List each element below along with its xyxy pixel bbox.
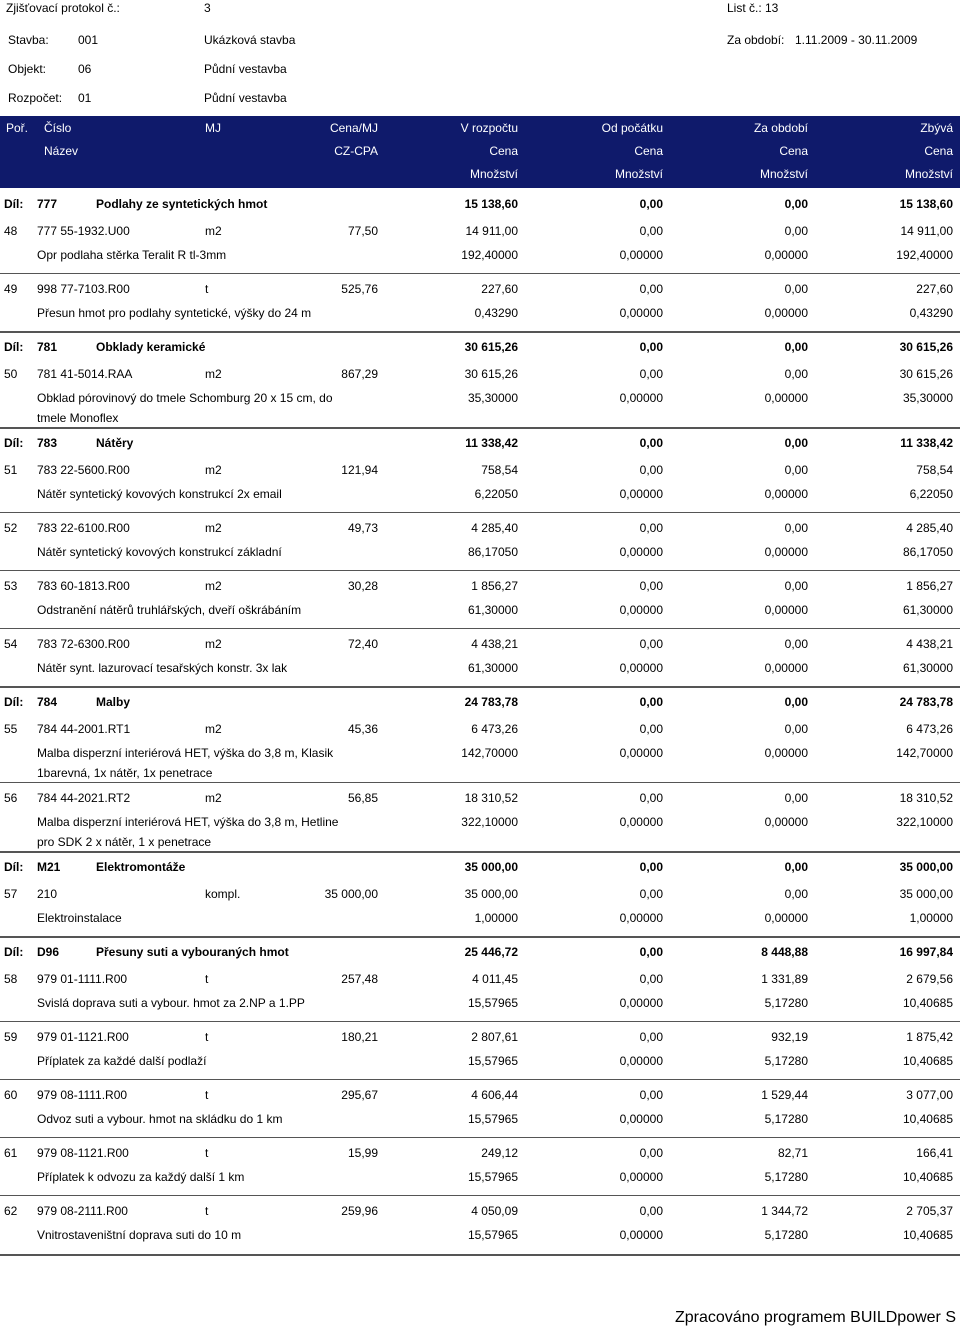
item-cena-3: 18 310,52 [899,791,953,805]
list-number: List č.: 13 [727,1,779,15]
table-row [0,455,960,512]
item-mj: m2 [205,579,222,593]
dil-total-2: 8 448,88 [761,945,808,959]
dil-total-1: 0,00 [639,340,663,354]
item-cena-3: 2 679,56 [906,972,953,986]
item-mnozstvi-3: 1,00000 [909,911,953,925]
dil-total-1: 0,00 [639,197,663,211]
item-cena-0: 249,12 [481,1146,518,1160]
item-cena-mj: 257,48 [341,972,378,986]
item-mj: t [205,282,209,296]
item-cena-mj: 77,50 [347,224,378,238]
document-meta [0,0,960,116]
table-header [0,116,960,188]
item-cena-3: 6 473,26 [906,722,953,736]
item-cena-0: 14 911,00 [465,224,518,238]
dil-label: Díl: [4,860,24,874]
item-cena-mj: 15,99 [347,1146,378,1160]
item-cena-1: 0,00 [639,972,663,986]
dil-code: 777 [37,197,58,211]
item-cena-1: 0,00 [639,722,663,736]
item-nazev: Příplatek za každé další podlaží [37,1054,207,1068]
item-mnozstvi-0: 322,10000 [461,815,518,829]
item-mnozstvi-0: 15,57965 [467,1054,518,1068]
item-mnozstvi-2: 0,00000 [764,391,808,405]
item-mj: t [205,1204,209,1218]
item-cena-3: 35 000,00 [899,887,953,901]
item-cena-2: 0,00 [784,722,808,736]
item-mnozstvi-3: 35,30000 [902,391,953,405]
item-mnozstvi-0: 15,57965 [467,996,518,1010]
item-mnozstvi-1: 0,00000 [619,746,663,760]
item-mnozstvi-3: 10,40685 [902,1228,953,1242]
col-header-cz-cpa: CZ-CPA [334,144,378,158]
rozpocet-label: Rozpočet: [8,91,63,105]
item-cena-0: 4 438,21 [471,637,518,651]
item-cislo: 783 60-1813.R00 [37,579,130,593]
item-mnozstvi-0: 1,00000 [474,911,518,925]
item-cena-3: 227,60 [916,282,953,296]
item-cena-3: 3 077,00 [906,1088,953,1102]
item-cena-mj: 56,85 [347,791,378,805]
dil-total-3: 30 615,26 [899,340,953,354]
dil-row [0,331,960,359]
item-cislo: 784 44-2021.RT2 [37,791,131,805]
item-mnozstvi-3: 0,43290 [909,306,953,320]
item-nazev: Malba disperzní interiérová HET, výška do 3,8 m, Klasik 1barevná, 1x nátěr, 1x penetrace [37,746,334,780]
item-mnozstvi-2: 0,00000 [764,911,808,925]
item-nazev: Nátěr syntetický kovových konstrukcí 2x email [37,487,282,501]
item-mj: t [205,972,209,986]
item-cena-1: 0,00 [639,887,663,901]
item-mnozstvi-1: 0,00000 [619,661,663,675]
item-cislo: 783 72-6300.R00 [37,637,130,651]
table-row [0,1137,960,1195]
item-cena-1: 0,00 [639,463,663,477]
dil-total-1: 0,00 [639,945,663,959]
item-nazev: Příplatek k odvozu za každý další 1 km [37,1170,245,1184]
dil-total-3: 15 138,60 [899,197,953,211]
item-cena-0: 35 000,00 [464,887,518,901]
item-mnozstvi-2: 5,17280 [764,1228,808,1242]
item-mnozstvi-1: 0,00000 [619,391,663,405]
item-mnozstvi-0: 6,22050 [474,487,518,501]
item-mnozstvi-3: 61,30000 [902,603,953,617]
item-mj: m2 [205,722,222,736]
item-cena-1: 0,00 [639,791,663,805]
dil-total-1: 0,00 [639,436,663,450]
item-cena-mj: 30,28 [347,579,378,593]
item-cena-2: 0,00 [784,224,808,238]
item-nazev: Malba disperzní interiérová HET, výška do 3,8 m, Hetline pro SDK 2 x nátěr, 1 x penetrace [37,815,339,849]
objekt-name: Půdní vestavba [204,62,287,76]
item-cena-2: 0,00 [784,367,808,381]
item-mnozstvi-1: 0,00000 [619,1170,663,1184]
dil-row [0,936,960,964]
item-mnozstvi-2: 0,00000 [764,545,808,559]
dil-row [0,190,960,216]
dil-total-2: 0,00 [784,340,808,354]
item-cislo: 998 77-7103.R00 [37,282,130,296]
item-mnozstvi-0: 15,57965 [467,1228,518,1242]
item-cena-0: 4 606,44 [471,1088,518,1102]
dil-label: Díl: [4,695,24,709]
item-cena-2: 1 344,72 [761,1204,808,1218]
item-cena-mj: 259,96 [341,1204,378,1218]
dil-total-2: 0,00 [784,436,808,450]
table-row [0,216,960,273]
item-nazev: Nátěr synt. lazurovací tesařských konstr. 3x lak [37,661,288,675]
item-por: 61 [4,1146,18,1160]
item-cena-2: 0,00 [784,521,808,535]
dil-label: Díl: [4,340,24,354]
dil-code: 784 [37,695,58,709]
item-mnozstvi-1: 0,00000 [619,911,663,925]
table-row [0,1021,960,1079]
item-mnozstvi-1: 0,00000 [619,545,663,559]
col-header-od-pocatku: Od počátku [601,121,663,135]
dil-label: Díl: [4,436,24,450]
item-mnozstvi-0: 35,30000 [467,391,518,405]
col-header-nazev: Název [44,144,79,158]
dil-total-2: 0,00 [784,860,808,874]
item-mnozstvi-3: 86,17050 [902,545,953,559]
table-row [0,570,960,628]
col-header-por: Poř. [6,121,29,135]
item-nazev: Přesun hmot pro podlahy syntetické, výšky do 24 m [37,306,312,320]
item-cena-3: 4 438,21 [906,637,953,651]
item-nazev: Odvoz suti a vybour. hmot na skládku do 1 km [37,1112,283,1126]
col-header-za-obdobi: Za období [753,121,808,135]
table-row [0,782,960,851]
protocol-number: 3 [204,1,211,15]
item-cislo: 979 08-2111.R00 [37,1204,128,1218]
item-mj: m2 [205,367,222,381]
item-mnozstvi-1: 0,00000 [619,603,663,617]
dil-total-3: 35 000,00 [899,860,953,874]
item-mnozstvi-3: 6,22050 [909,487,953,501]
item-cena-0: 227,60 [481,282,518,296]
dil-total-0: 35 000,00 [464,860,518,874]
item-mnozstvi-0: 142,70000 [461,746,518,760]
dil-name: Elektromontáže [96,860,186,874]
item-mnozstvi-0: 0,43290 [474,306,518,320]
col-header-cena-mj: Cena/MJ [329,121,378,135]
dil-total-0: 24 783,78 [464,695,518,709]
item-cena-2: 932,19 [771,1030,808,1044]
item-cena-1: 0,00 [639,1146,663,1160]
item-mnozstvi-0: 192,40000 [461,248,518,262]
item-nazev: Nátěr syntetický kovových konstrukcí základní [37,545,282,559]
dil-code: 781 [37,340,58,354]
dil-total-0: 11 338,42 [465,436,518,450]
item-mj: t [205,1088,209,1102]
period-value: 1.11.2009 - 30.11.2009 [795,33,918,47]
item-cena-0: 2 807,61 [471,1030,518,1044]
item-mnozstvi-3: 192,40000 [896,248,953,262]
item-mnozstvi-1: 0,00000 [619,1228,663,1242]
item-nazev: Odstranění nátěrů truhlářských, dveří oškrábáním [37,603,302,617]
rozpocet-name: Půdní vestavba [204,91,287,105]
item-mnozstvi-3: 10,40685 [902,1054,953,1068]
col-header-mj: MJ [205,121,221,135]
item-cena-1: 0,00 [639,1030,663,1044]
col-header-cena: Cena [924,144,953,158]
table-row [0,1195,960,1253]
item-mnozstvi-0: 86,17050 [467,545,518,559]
item-mnozstvi-2: 0,00000 [764,603,808,617]
item-nazev: Svislá doprava suti a vybour. hmot za 2.NP a 1.PP [37,996,305,1010]
dil-code: M21 [37,860,61,874]
item-cena-0: 4 011,45 [472,972,518,986]
item-mj: m2 [205,224,222,238]
item-cena-0: 6 473,26 [471,722,518,736]
item-mj: m2 [205,637,222,651]
dil-label: Díl: [4,945,24,959]
item-mj: t [205,1146,209,1160]
item-nazev: Obklad pórovinový do tmele Schomburg 20 x 15 cm, do tmele Monoflex [37,391,333,425]
item-por: 51 [4,463,18,477]
item-mnozstvi-2: 5,17280 [764,1112,808,1126]
table-row [0,1079,960,1137]
dil-total-1: 0,00 [639,695,663,709]
item-nazev: Elektroinstalace [37,911,122,925]
item-cena-2: 0,00 [784,791,808,805]
item-cislo: 979 08-1121.R00 [37,1146,129,1160]
dil-name: Podlahy ze syntetických hmot [96,197,268,211]
item-cena-3: 30 615,26 [899,367,953,381]
item-cena-2: 1 331,89 [761,972,808,986]
item-mnozstvi-0: 61,30000 [467,661,518,675]
table-row [0,964,960,1021]
dil-total-0: 15 138,60 [464,197,518,211]
item-cislo: 783 22-5600.R00 [37,463,130,477]
dil-total-3: 11 338,42 [900,436,953,450]
dil-row [0,427,960,455]
col-header-cena: Cena [489,144,518,158]
item-mnozstvi-2: 0,00000 [764,815,808,829]
col-header-mnozstvi: Množství [904,167,953,181]
item-cena-3: 758,54 [916,463,953,477]
item-cena-1: 0,00 [639,637,663,651]
item-cena-2: 0,00 [784,579,808,593]
dil-total-1: 0,00 [639,860,663,874]
item-por: 49 [4,282,18,296]
item-cislo: 979 08-1111.R00 [37,1088,128,1102]
dil-name: Malby [96,695,131,709]
item-cena-3: 14 911,00 [900,224,953,238]
item-mnozstvi-2: 0,00000 [764,746,808,760]
dil-name: Nátěry [96,436,134,450]
item-por: 53 [4,579,18,593]
item-cena-mj: 180,21 [341,1030,378,1044]
item-cena-0: 4 285,40 [471,521,518,535]
item-cena-mj: 295,67 [341,1088,378,1102]
col-header-zbyva: Zbývá [920,121,953,135]
item-mnozstvi-3: 61,30000 [902,661,953,675]
item-cena-3: 4 285,40 [906,521,953,535]
item-mj: m2 [205,521,222,535]
item-mnozstvi-1: 0,00000 [619,306,663,320]
item-mj: t [205,1030,209,1044]
col-header-cena: Cena [779,144,808,158]
item-mnozstvi-3: 10,40685 [902,1170,953,1184]
item-mnozstvi-2: 5,17280 [764,996,808,1010]
col-header-mnozstvi: Množství [759,167,808,181]
item-cena-0: 1 856,27 [471,579,518,593]
item-cislo: 781 41-5014.RAA [37,367,133,381]
item-por: 62 [4,1204,18,1218]
item-mj: kompl. [205,887,241,901]
dil-row [0,851,960,879]
item-cena-3: 2 705,37 [906,1204,953,1218]
item-cena-1: 0,00 [639,282,663,296]
item-cena-mj: 867,29 [341,367,378,381]
period-label: Za období: [727,33,785,47]
item-por: 59 [4,1030,18,1044]
table-row [0,879,960,936]
item-cena-2: 0,00 [784,463,808,477]
item-cena-2: 1 529,44 [761,1088,808,1102]
item-cena-3: 1 856,27 [906,579,953,593]
item-por: 52 [4,521,18,535]
dil-name: Přesuny suti a vybouraných hmot [96,945,289,959]
dil-total-3: 16 997,84 [899,945,953,959]
dil-name: Obklady keramické [96,340,206,354]
table-row [0,273,960,331]
item-mnozstvi-3: 142,70000 [896,746,953,760]
dil-code: 783 [37,436,58,450]
item-cena-1: 0,00 [639,579,663,593]
item-cena-mj: 525,76 [341,282,378,296]
item-por: 50 [4,367,18,381]
item-mnozstvi-2: 0,00000 [764,306,808,320]
dil-code: D96 [37,945,60,959]
table-row [0,714,960,782]
item-mnozstvi-2: 5,17280 [764,1170,808,1184]
item-por: 58 [4,972,18,986]
item-por: 48 [4,224,18,238]
item-cislo: 783 22-6100.R00 [37,521,130,535]
item-por: 55 [4,722,18,736]
item-cena-0: 18 310,52 [464,791,518,805]
rozpocet-code: 01 [78,91,92,105]
item-mnozstvi-2: 0,00000 [764,248,808,262]
item-cena-1: 0,00 [639,1088,663,1102]
item-por: 54 [4,637,18,651]
col-header-mnozstvi: Množství [469,167,518,181]
protocol-label: Zjišťovací protokol č.: [6,1,120,15]
item-cena-2: 82,71 [777,1146,808,1160]
item-mnozstvi-1: 0,00000 [619,815,663,829]
item-mnozstvi-2: 5,17280 [764,1054,808,1068]
item-mnozstvi-3: 10,40685 [902,996,953,1010]
item-mj: m2 [205,791,222,805]
dil-total-2: 0,00 [784,197,808,211]
item-mnozstvi-1: 0,00000 [619,248,663,262]
item-cena-mj: 121,94 [341,463,378,477]
item-mnozstvi-3: 322,10000 [896,815,953,829]
item-mnozstvi-2: 0,00000 [764,661,808,675]
item-mnozstvi-1: 0,00000 [619,487,663,501]
stavba-name: Ukázková stavba [204,33,296,47]
stavba-code: 001 [78,33,99,47]
item-cena-mj: 35 000,00 [324,887,378,901]
item-mnozstvi-0: 15,57965 [467,1112,518,1126]
item-cena-2: 0,00 [784,282,808,296]
item-mnozstvi-0: 61,30000 [467,603,518,617]
item-por: 57 [4,887,18,901]
item-cislo: 784 44-2001.RT1 [37,722,131,736]
item-mnozstvi-1: 0,00000 [619,1054,663,1068]
item-mj: m2 [205,463,222,477]
item-cena-1: 0,00 [639,367,663,381]
item-cena-3: 166,41 [916,1146,953,1160]
item-cena-2: 0,00 [784,637,808,651]
dil-total-2: 0,00 [784,695,808,709]
table-row [0,628,960,686]
objekt-label: Objekt: [8,62,47,76]
item-cena-1: 0,00 [639,224,663,238]
item-nazev: Opr podlaha stěrka Teralit R tl-3mm [37,248,227,262]
table-row [0,359,960,427]
item-mnozstvi-2: 0,00000 [764,487,808,501]
item-cena-mj: 45,36 [347,722,378,736]
item-cena-mj: 49,73 [347,521,378,535]
dil-label: Díl: [4,197,24,211]
col-header-v-rozpoctu: V rozpočtu [460,121,518,135]
table-body [0,190,960,1256]
col-header-cislo: Číslo [44,121,72,135]
col-header-mnozstvi: Množství [614,167,663,181]
item-por: 56 [4,791,18,805]
item-cena-0: 4 050,09 [471,1204,518,1218]
item-por: 60 [4,1088,18,1102]
item-cena-0: 30 615,26 [464,367,518,381]
dil-total-0: 30 615,26 [464,340,518,354]
objekt-code: 06 [78,62,92,76]
item-cislo: 979 01-1111.R00 [37,972,128,986]
item-cena-mj: 72,40 [347,637,378,651]
footer-note: Zpracováno programem BUILDpower S [674,1309,956,1326]
dil-total-3: 24 783,78 [899,695,953,709]
stavba-label: Stavba: [8,33,49,47]
table-bottom-rule [0,1254,960,1256]
item-mnozstvi-1: 0,00000 [619,996,663,1010]
dil-total-0: 25 446,72 [464,945,518,959]
item-cena-2: 0,00 [784,887,808,901]
item-mnozstvi-1: 0,00000 [619,1112,663,1126]
item-mnozstvi-0: 15,57965 [467,1170,518,1184]
item-cena-0: 758,54 [481,463,518,477]
item-cislo: 979 01-1121.R00 [37,1030,129,1044]
item-cena-1: 0,00 [639,1204,663,1218]
item-cislo: 210 [37,887,58,901]
item-cena-3: 1 875,42 [906,1030,953,1044]
col-header-cena: Cena [634,144,663,158]
item-cislo: 777 55-1932.U00 [37,224,130,238]
table-row [0,512,960,570]
item-cena-1: 0,00 [639,521,663,535]
item-mnozstvi-3: 10,40685 [902,1112,953,1126]
dil-row [0,686,960,714]
item-nazev: Vnitrostaveništní doprava suti do 10 m [37,1228,242,1242]
